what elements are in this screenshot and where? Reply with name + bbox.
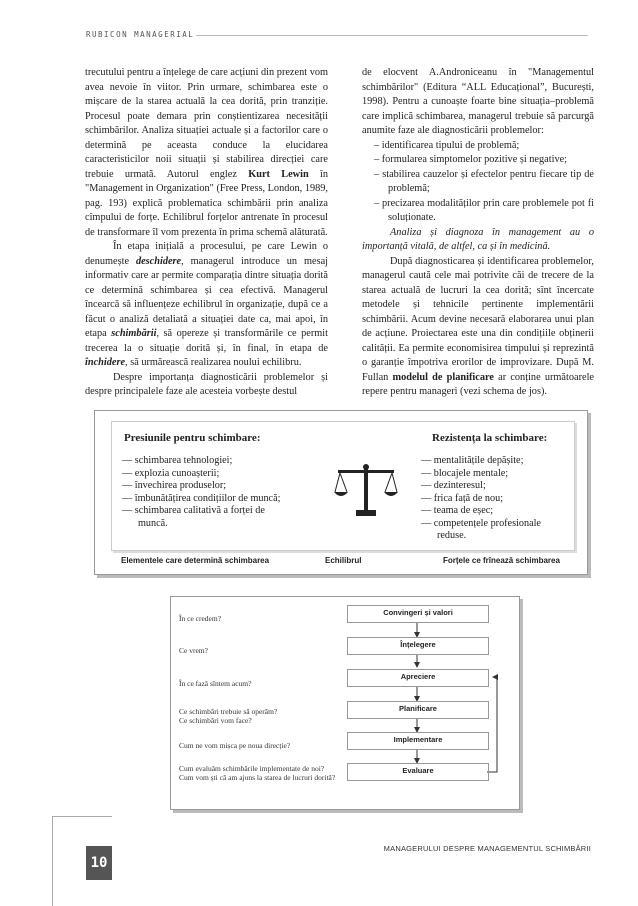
scale-footer-center: Echilibrul [325,556,362,565]
running-header: RUBICON MANAGERIAL [86,30,195,39]
scale-footer-right: Forțele ce frînează schimbarea [443,556,560,565]
right-paragraph-2 [362,255,594,400]
text: , să opereze și transformările ce permit trecerea la o situație dorită și, în final, în etapa de [85,328,328,354]
resistance-title: Rezistența la schimbare: [432,432,548,444]
step-evaluation: Evaluare [347,763,489,781]
text: În etapa inițială a procesului, pe care Lewin o denumește [85,241,328,267]
list-item: — frica față de nou; [421,493,566,506]
pressures-title: Presiunile pentru schimbare: [124,432,261,444]
text: , să urmărească realizarea noului echilibru. [125,357,302,368]
step-implementation: Implementare [347,732,489,750]
list-item: — mentalitățile depășite; [421,455,566,468]
pressures-list [122,455,282,530]
question-1: În ce credem? [179,614,222,623]
italic-statement: Analiza și diagnoza în management au o importanță vitală, de altfel, ca și în medicină. [362,226,594,252]
scale-footer-left: Elementele care determină schimbarea [121,556,270,565]
question-5: Cum ne vom mișca pe noua direcție? [179,741,291,750]
emphasis: închidere [85,357,126,368]
list-item: – formularea simptomelor pozitive și negative; [362,153,594,168]
list-item: — competențele profesionale reduse. [421,518,566,543]
emphasis: modelul de planificare [392,371,494,383]
left-column [85,66,328,400]
author-name: Kurt Lewin [248,168,309,180]
question-6: Cum evaluăm schimbările implementate de noi? Cum vom ști că am ajuns la starea de lucruri dorită? [179,764,336,782]
list-item: — îmbunătățirea condițiilor de muncă; [122,493,282,506]
scale-icon [334,462,398,520]
emphasis: deschidere [135,255,182,267]
footer-section-title: MANAGERULUI DESPRE MANAGEMENTUL SCHIMBĂRII [383,844,591,853]
list-item: – identificarea tipului de problemă; [362,139,594,154]
right-paragraph-1: de elocvent A.Androniceanu în "Managementul schimbărilor" (Editura “ALL Educațional”, București, 1998). Pentru a cunoaște foarte bine situația–problemă care implică schimbarea, managerul trebuie să parcurgă anumite faze ale diagnosticării problemelor: [362,67,594,136]
list-item: — explozia cunoașterii; [122,468,282,481]
footer-frame [52,816,53,906]
text: ar conține următoarele repere pentru manageri (vezi schema de jos). [362,371,595,397]
step-beliefs: Convingeri și valori [347,605,489,623]
list-item: — dezinteresul; [421,480,566,493]
resistance-list [421,455,566,543]
emphasis: schimbării [111,328,157,339]
step-understanding: Înțelegere [347,637,489,655]
list-item: — teama de eșec; [421,505,566,518]
footer-frame [52,816,112,817]
force-field-panel [111,421,575,551]
question-2: Ce vrem? [179,646,208,655]
text: în "Management in Organization" (Free Press, London, 1989, pag. 193) explică problematica schimbării prin analiza cîmpului de forțe. Echilibrul forțelor antrenate în procesul de transformare îl vom prezenta în prima schemă alăturată. [85,168,328,238]
step-assessment: Apreciere [347,669,489,687]
diagnosis-phases-list [362,139,594,226]
list-item: – stabilirea cauzelor și efectelor pentru fiecare tip de problemă; [362,168,594,197]
list-item: — blocajele mentale; [421,468,566,481]
list-item: – precizarea modalităților prin care problemele pot fi soluționate. [362,197,594,226]
page-number: 10 [86,846,112,880]
left-paragraph-1 [85,66,328,240]
header-rule [196,35,588,36]
left-paragraph-3: Despre importanța diagnosticării problemelor și despre principalele faze ale acesteia vorbește destul [85,371,328,397]
force-field-diagram [94,410,588,575]
left-paragraph-2 [85,240,328,371]
list-item: — schimbarea calitativă a forței de muncă. [122,505,282,530]
text: , managerul introduce un mesaj informativ care ar permite comparația dintre situația dorită ce determină schimbarea și cea efectivă. Managerul încearcă să influențeze echilibrul în organizație, după ce a făcut o analiză detaliată a situației date ca, mai apoi, în etapa [85,255,329,339]
text: trecutului pentru a înțelege de care acțiuni din prezent vom avea nevoie în viitor. Prin urmare, schimbarea este o mișcare de la starea actuală la cea dorită, prin tranziție. Procesul poate demara prin conștientizarea necesității schimbărilor. Analiza situației actuale și a factorilor care o determină pe aceasta conduce la elucidarea caracteristicilor noii situații și stabilirea direcției care trebuie urmată. Autorul englez [85,67,328,180]
question-3: În ce fază sîntem acum? [179,679,252,688]
step-planning: Planificare [347,701,489,719]
list-item: — schimbarea tehnologiei; [122,455,282,468]
right-column [362,66,594,400]
planning-model-diagram [170,596,520,810]
question-4: Ce schimbări trebuie să operăm? Ce schimbări vom face? [179,707,278,725]
text: După diagnosticarea și identificarea problemelor, managerul caută cele mai potrivite căi de trecere de la starea actuală de lucruri la cea dorită; sînt încercate metodele și tehnicile pertinente implementării schimbării. Acum devine necesară elaborarea unui plan de acțiune. Proiectarea este una din condițiile obținerii calității. Ea permite economisirea timpului și reprezintă o garanție împotriva erorilor de improvizare. După M. Fullan [362,255,594,383]
list-item: — învechirea produselor; [122,480,282,493]
